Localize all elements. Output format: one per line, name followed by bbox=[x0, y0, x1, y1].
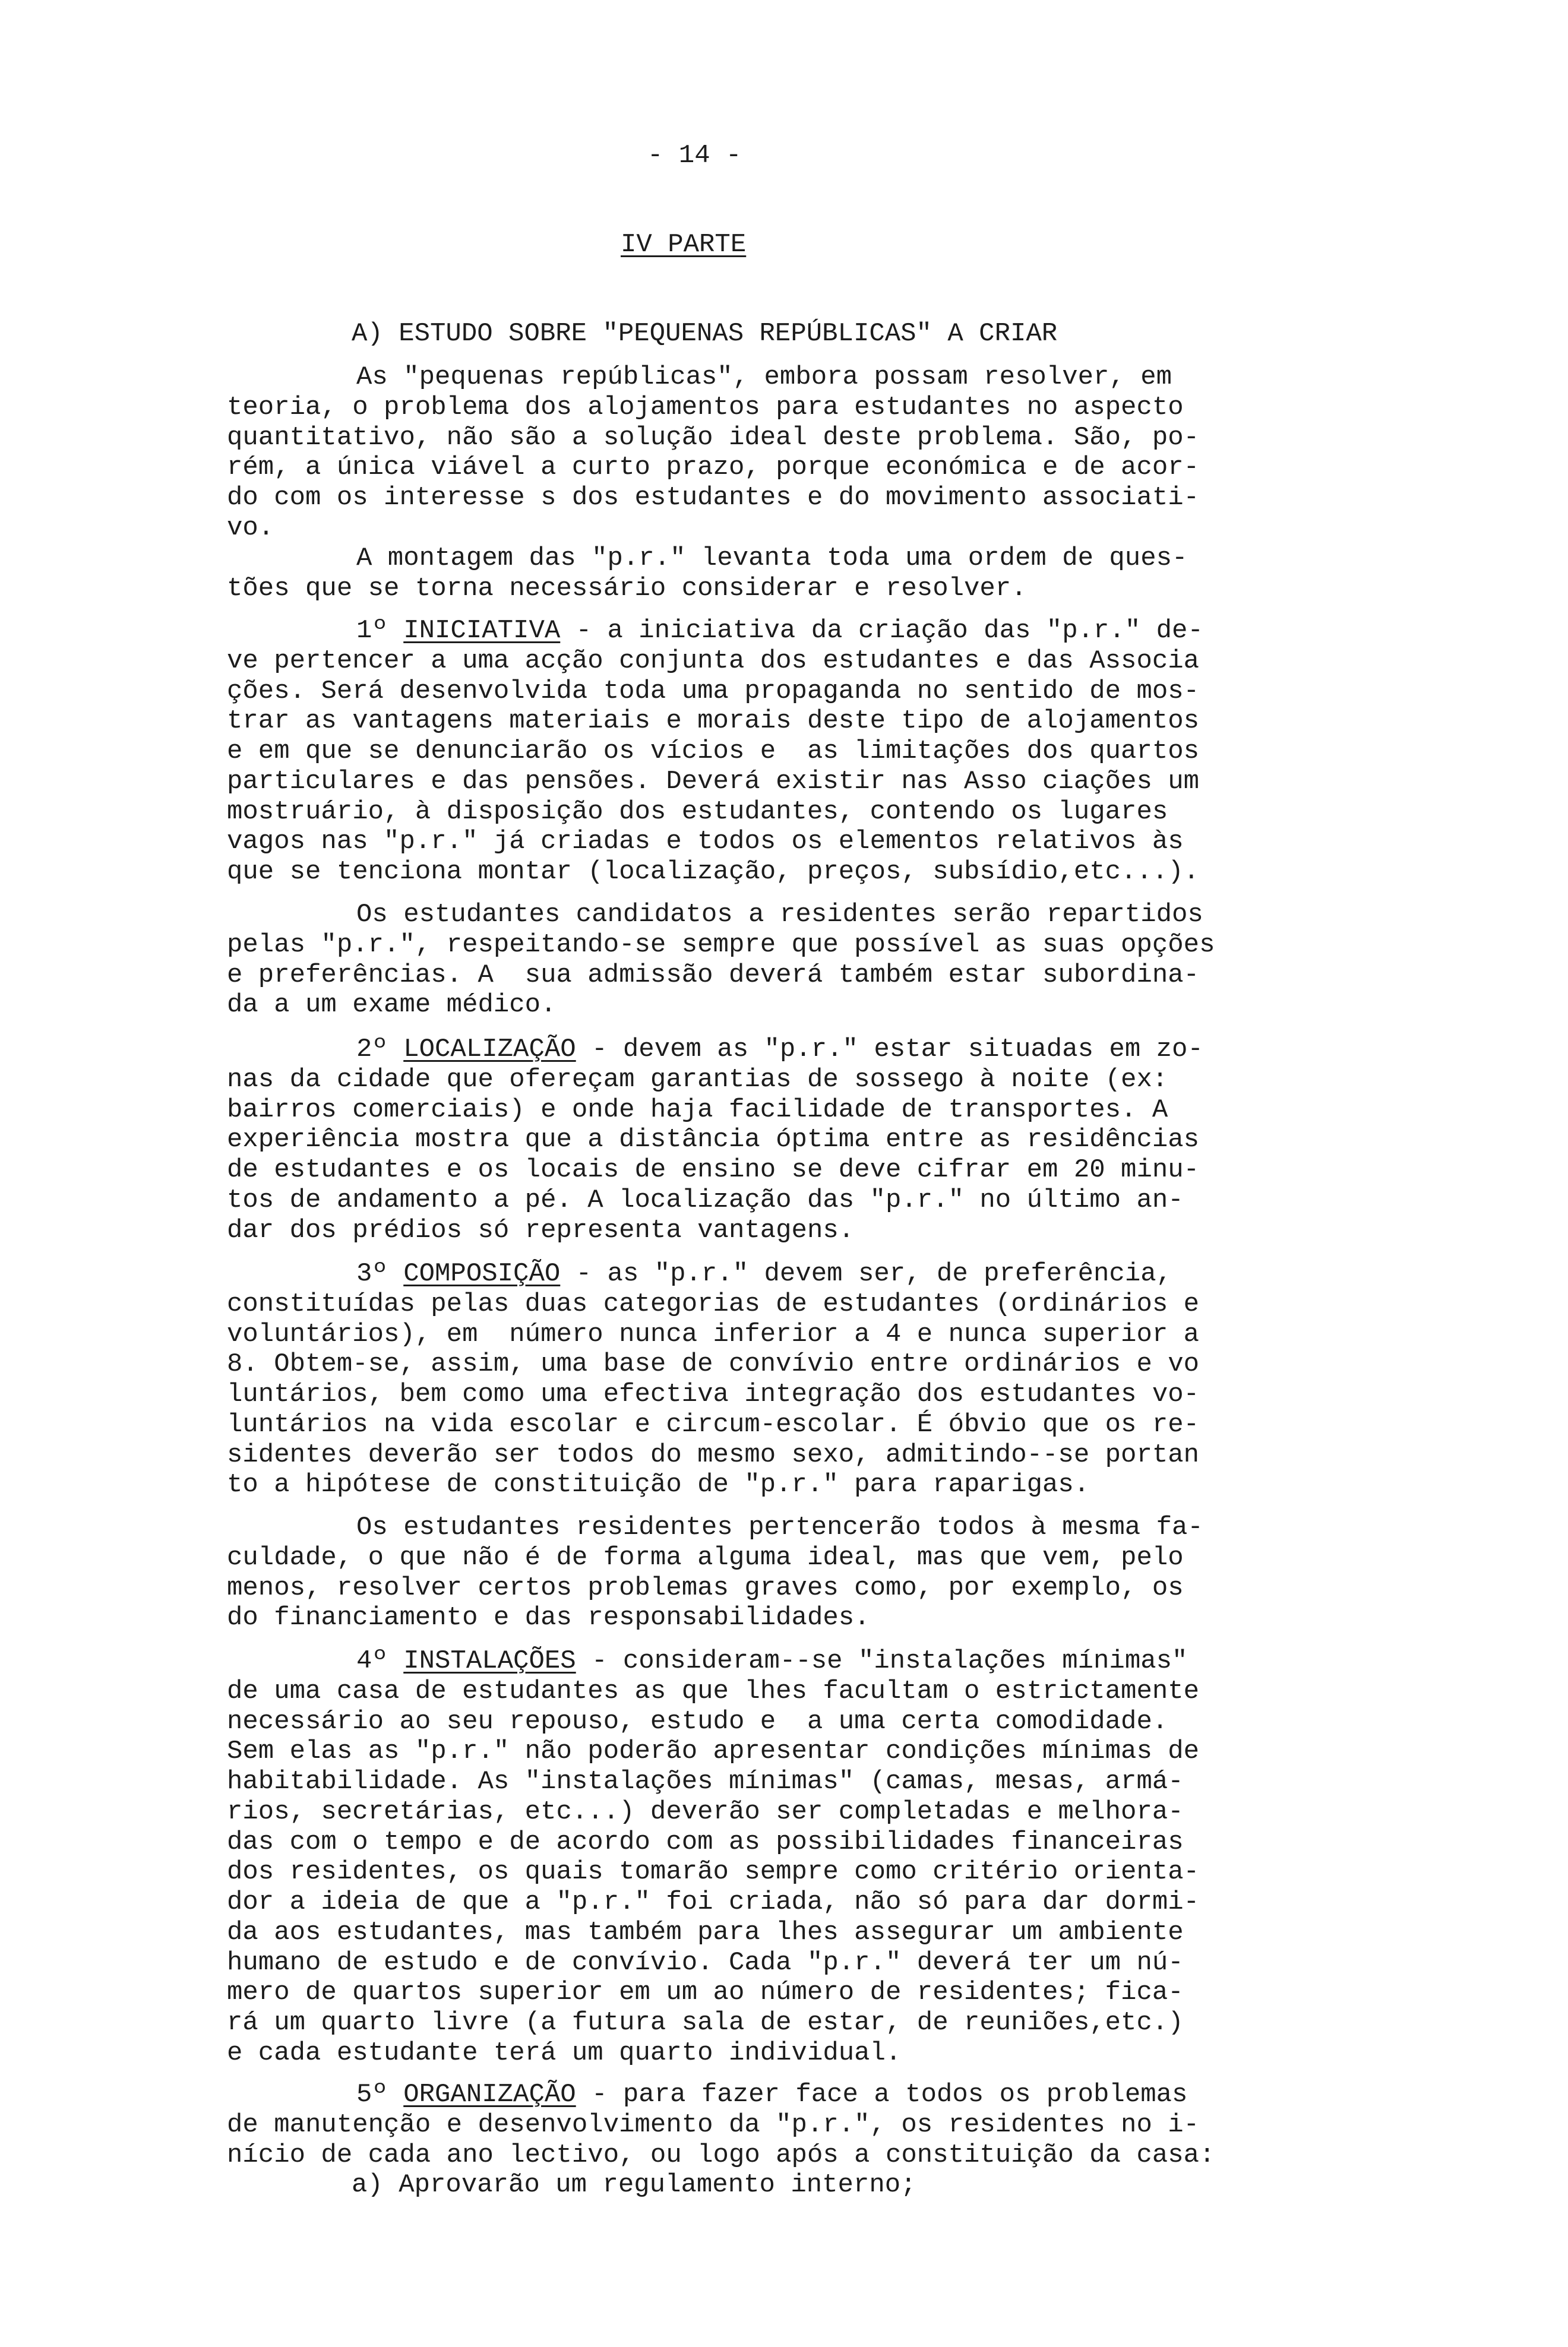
text-line: que se tenciona montar (localização, preços, subsídio,etc...). bbox=[227, 857, 1200, 887]
topic-lead-text: - devem as "p.r." estar situadas em zo- bbox=[576, 1035, 1203, 1064]
text-line: de manutenção e desenvolvimento da "p.r.", os residentes no i- bbox=[227, 2109, 1200, 2140]
text-line: quantitativo, não são a solução ideal deste problema. São, po- bbox=[227, 422, 1200, 453]
topic-title: ORGANIZAÇÃO bbox=[403, 2080, 576, 2109]
section-title: A) ESTUDO SOBRE "PEQUENAS REPÚBLICAS" A CRIAR bbox=[352, 319, 1058, 349]
topic-lead-text: - a iniciativa da criação das "p.r." de- bbox=[560, 616, 1203, 646]
topic-lead-text: - consideram--se "instalações mínimas" bbox=[576, 1646, 1188, 1676]
topic-title: INSTALAÇÕES bbox=[403, 1646, 576, 1676]
text-line: e em que se denunciarão os vícios e as limitações dos quartos bbox=[227, 736, 1200, 766]
text-line: das com o tempo e de acordo com as possibilidades financeiras bbox=[227, 1827, 1184, 1857]
topic-heading-line bbox=[227, 1646, 1272, 1677]
text-line: A montagem das "p.r." levanta toda uma ordem de ques- bbox=[356, 543, 1188, 573]
sub-item: a) Aprovarão um regulamento interno; bbox=[352, 2170, 916, 2200]
text-line: dos residentes, os quais tomarão sempre como critério orienta- bbox=[227, 1857, 1200, 1887]
topic-number: 2º bbox=[356, 1035, 388, 1064]
text-line: mostruário, à disposição dos estudantes, contendo os lugares bbox=[227, 796, 1168, 827]
text-line: Sem elas as "p.r." não poderão apresentar condições mínimas de bbox=[227, 1736, 1200, 1767]
text-line: tos de andamento a pé. A localização das "p.r." no último an- bbox=[227, 1185, 1184, 1215]
topic-iniciativa-followup bbox=[227, 900, 1272, 1020]
text-line: culdade, o que não é de forma alguma ideal, mas que vem, pelo bbox=[227, 1542, 1184, 1573]
text-line: sidentes deverão ser todos do mesmo sexo, admitindo--se portan bbox=[227, 1440, 1200, 1470]
topic-title: LOCALIZAÇÃO bbox=[403, 1035, 576, 1064]
text-line: bairros comerciais) e onde haja facilidade de transportes. A bbox=[227, 1095, 1168, 1125]
text-line: mero de quartos superior em um ao número de residentes; fica- bbox=[227, 1978, 1184, 2008]
text-line: menos, resolver certos problemas graves como, por exemplo, os bbox=[227, 1573, 1184, 1603]
topic-localizacao bbox=[227, 1035, 1272, 1245]
text-line: rá um quarto livre (a futura sala de estar, de reuniões,etc.) bbox=[227, 2008, 1184, 2038]
text-line: constituídas pelas duas categorias de estudantes (ordinários e bbox=[227, 1289, 1200, 1319]
text-line: rios, secretárias, etc...) deverão ser completadas e melhora- bbox=[227, 1796, 1184, 1827]
text-line: dor a ideia de que a "p.r." foi criada, não só para dar dormi- bbox=[227, 1887, 1200, 1917]
text-line: voluntários), em número nunca inferior a 4 e nunca superior a bbox=[227, 1319, 1200, 1349]
text-line: to a hipótese de constituição de "p.r." para raparigas. bbox=[227, 1470, 1090, 1500]
topic-heading-line bbox=[227, 1035, 1272, 1065]
text-line: teoria, o problema dos alojamentos para estudantes no aspecto bbox=[227, 392, 1184, 422]
text-line: ções. Será desenvolvida toda uma propaganda no sentido de mos- bbox=[227, 676, 1200, 706]
text-line: habitabilidade. As "instalações mínimas" (camas, mesas, armá- bbox=[227, 1767, 1184, 1796]
text-line: e cada estudante terá um quarto individual. bbox=[227, 2038, 902, 2068]
intro-paragraph bbox=[227, 543, 1272, 604]
topic-number: 3º bbox=[356, 1259, 388, 1289]
text-line: do com os interesse s dos estudantes e do movimento associati- bbox=[227, 483, 1200, 513]
topic-heading-line bbox=[227, 1259, 1272, 1289]
part-title: IV PARTE bbox=[621, 230, 747, 260]
text-line: vo. bbox=[227, 513, 274, 543]
text-line: nício de cada ano lectivo, ou logo após a constituição da casa: bbox=[227, 2140, 1215, 2170]
text-line: trar as vantagens materiais e morais deste tipo de alojamentos bbox=[227, 706, 1200, 736]
text-line: tões que se torna necessário considerar e resolver. bbox=[227, 573, 1027, 603]
topic-title: INICIATIVA bbox=[403, 616, 561, 646]
text-line: de estudantes e os locais de ensino se deve cifrar em 20 minu- bbox=[227, 1155, 1200, 1185]
topic-iniciativa bbox=[227, 616, 1272, 887]
page-number: - 14 - bbox=[647, 141, 742, 170]
text-line: da a um exame médico. bbox=[227, 990, 557, 1020]
text-line: 8. Obtem-se, assim, uma base de convívio entre ordinários e vo bbox=[227, 1349, 1200, 1380]
topic-composicao bbox=[227, 1259, 1272, 1500]
topic-composicao-followup bbox=[227, 1513, 1272, 1633]
text-line: pelas "p.r.", respeitando-se sempre que possível as suas opções bbox=[227, 929, 1215, 960]
text-line: humano de estudo e de convívio. Cada "p.r." deverá ter um nú- bbox=[227, 1947, 1184, 1978]
text-line: luntários na vida escolar e circum-escolar. É óbvio que os re- bbox=[227, 1409, 1200, 1440]
text-line: de uma casa de estudantes as que lhes facultam o estrictamente bbox=[227, 1676, 1200, 1706]
text-line: luntários, bem como uma efectiva integração dos estudantes vo- bbox=[227, 1380, 1200, 1409]
text-line: necessário ao seu repouso, estudo e a uma certa comodidade. bbox=[227, 1706, 1168, 1736]
text-line: As "pequenas repúblicas", embora possam resolver, em bbox=[356, 362, 1172, 392]
topic-title: COMPOSIÇÃO bbox=[403, 1259, 561, 1289]
text-line: nas da cidade que ofereçam garantias de sossego à noite (ex: bbox=[227, 1064, 1168, 1095]
topic-lead-text: - as "p.r." devem ser, de preferência, bbox=[560, 1259, 1172, 1289]
topic-heading-line bbox=[227, 2080, 1272, 2110]
topic-organizacao bbox=[227, 2080, 1272, 2200]
topic-number: 5º bbox=[356, 2080, 388, 2109]
text-line: rém, a única viável a curto prazo, porque económica e de acor- bbox=[227, 453, 1200, 483]
topic-number: 4º bbox=[356, 1646, 388, 1676]
text-line: experiência mostra que a distância óptima entre as residências bbox=[227, 1125, 1200, 1155]
topic-number: 1º bbox=[356, 616, 388, 646]
text-line: e preferências. A sua admissão deverá também estar subordina- bbox=[227, 960, 1200, 990]
text-line: dar dos prédios só representa vantagens. bbox=[227, 1215, 855, 1245]
intro-paragraph bbox=[227, 362, 1272, 543]
text-line: do financiamento e das responsabilidades. bbox=[227, 1603, 870, 1633]
text-line: ve pertencer a uma acção conjunta dos estudantes e das Associa bbox=[227, 646, 1200, 676]
topic-instalacoes bbox=[227, 1646, 1272, 2068]
text-line: vagos nas "p.r." já criadas e todos os elementos relativos às bbox=[227, 827, 1184, 857]
topic-heading-line bbox=[227, 616, 1272, 646]
text-line: da aos estudantes, mas também para lhes assegurar um ambiente bbox=[227, 1917, 1184, 1947]
topic-lead-text: - para fazer face a todos os problemas bbox=[576, 2080, 1188, 2109]
text-line: particulares e das pensões. Deverá existir nas Asso ciações um bbox=[227, 766, 1200, 796]
text-line: Os estudantes candidatos a residentes serão repartidos bbox=[356, 900, 1203, 929]
text-line: Os estudantes residentes pertencerão todos à mesma fa- bbox=[356, 1513, 1203, 1542]
